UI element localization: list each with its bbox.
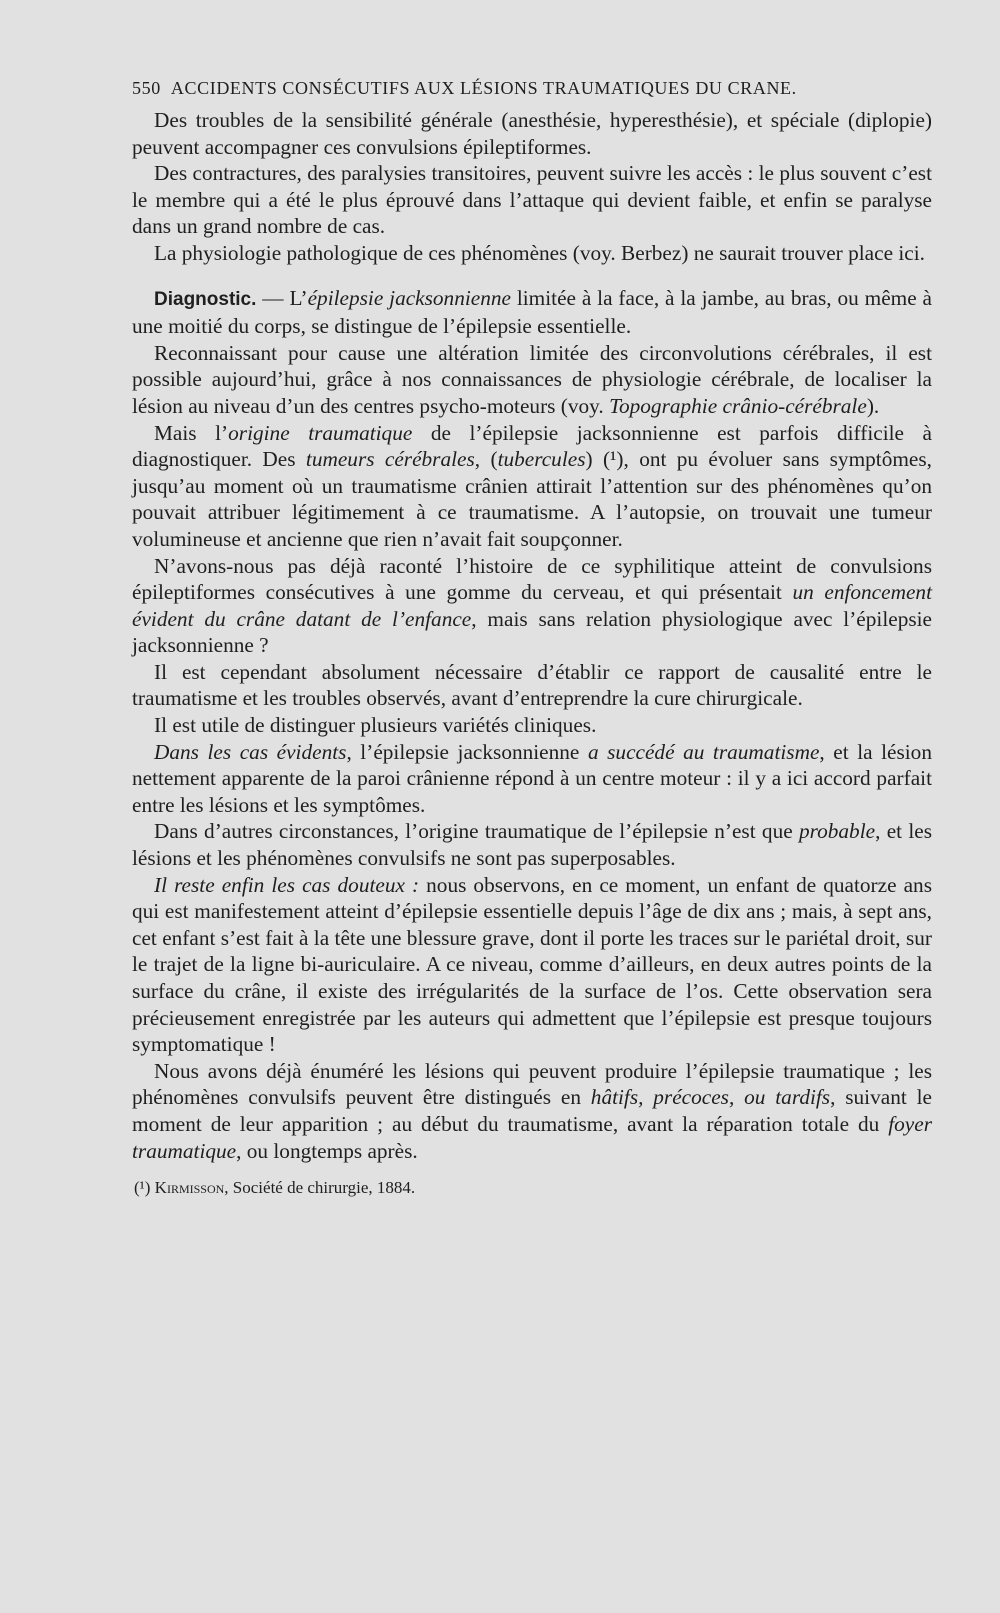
paragraph: N’avons-nous pas déjà raconté l’histoire de ce syphilitique atteint de convulsions épileptiformes consécutives à une gomme du cerveau, et qui présentait un enfoncement évident du crâne datant de l’enfance, mais sans relation physiologique avec l’épilepsie jacksonnienne ? <box>132 553 932 658</box>
running-header <box>132 78 932 99</box>
paragraph: La physiologie pathologique de ces phénomènes (voy. Berbez) ne saurait trouver place ici. <box>154 240 925 265</box>
paragraph: Il est cependant absolument nécessaire d’établir ce rapport de causalité entre le traumatisme et les troubles observés, avant d’entreprendre la cure chirurgicale. <box>132 659 932 711</box>
paragraph: Dans d’autres circonstances, l’origine traumatique de l’épilepsie n’est que probable, et les lésions et les phénomènes convulsifs ne sont pas superposables. <box>132 819 933 871</box>
paragraph: Mais l’origine traumatique de l’épilepsie jacksonnienne est parfois difficile à diagnostiquer. Des tumeurs cérébrales, (tubercules) (¹), ont pu évoluer sans symptômes, jusqu’au moment où un traumatisme crânien attirait l’attention sur des phénomènes qu’on pouvait attribuer légitimement à ce traumatisme. A l’autopsie, on trouvait une tumeur volumineuse et ancienne que rien n’avait fait soupçonner. <box>132 420 932 551</box>
running-title: ACCIDENTS CONSÉCUTIFS AUX LÉSIONS TRAUMATIQUES DU CRANE. <box>170 78 797 98</box>
paragraph: Dans les cas évidents, l’épilepsie jacksonnienne a succédé au traumatisme, et la lésion nettement apparente de la paroi crânienne répond à un centre moteur : il y a ici accord parfait entre les lésions et les symptômes. <box>132 739 932 817</box>
footnote-author: Kirmisson <box>154 1178 225 1198</box>
paragraph: Des troubles de la sensibilité générale (anesthésie, hyperesthésie), et spéciale (diplopie) peuvent accompagner ces convulsions épileptiformes. <box>132 108 932 159</box>
paragraph: Il reste enfin les cas douteux : nous observons, en ce moment, un enfant de quatorze ans qui est manifestement atteint d’épilepsie essentielle depuis l’âge de dix ans ; mais, à sept ans, cet enfant s’est fait à la tête une blessure grave, dont il porte les traces sur le pariétal droit, sur le trajet de la ligne bi-auriculaire. A ce niveau, comme d’ailleurs, en deux autres points de la surface du crâne, il existe des irrégularités de la surface de l’os. Cette observation sera précieusement enregistrée par les auteurs qui admettent que l’épilepsie est presque toujours symptomatique ! <box>132 872 932 1057</box>
paragraph: Nous avons déjà énuméré les lésions qui peuvent produire l’épilepsie traumatique ; les phénomènes convulsifs peuvent être distingués en hâtifs, précoces, ou tardifs, suivant le moment de leur apparition ; au début du traumatisme, avant la réparation totale du foyer traumatique, ou longtemps après. <box>132 1058 932 1163</box>
footnote: (¹) Kirmisson, Société de chirurgie, 1884. <box>134 1178 416 1198</box>
page-number: 550 <box>132 78 161 98</box>
body-text <box>132 107 932 1164</box>
diagnostic-paragraph: Diagnostic. — L’épilepsie jacksonnienne limitée à la face, à la jambe, au bras, ou même à une moitié du corps, se distingue de l’épilepsie essentielle. <box>132 285 933 339</box>
paragraph: Reconnaissant pour cause une altération limitée des circonvolutions cérébrales, il est possible aujourd’hui, grâce à nos connaissances de physiologie cérébrale, de localiser la lésion au niveau d’un des centres psycho-moteurs (voy. Topographie crânio-cérébrale). <box>132 340 932 418</box>
paragraph: Des contractures, des paralysies transitoires, peuvent suivre les accès : le plus souvent c’est le membre qui a été le plus éprouvé dans l’attaque qui devient faible, et enfin se paralyse dans un grand nombre de cas. <box>132 161 932 239</box>
section-title: Diagnostic. <box>154 288 257 310</box>
paragraph: Il est utile de distinguer plusieurs variétés cliniques. <box>154 713 597 738</box>
